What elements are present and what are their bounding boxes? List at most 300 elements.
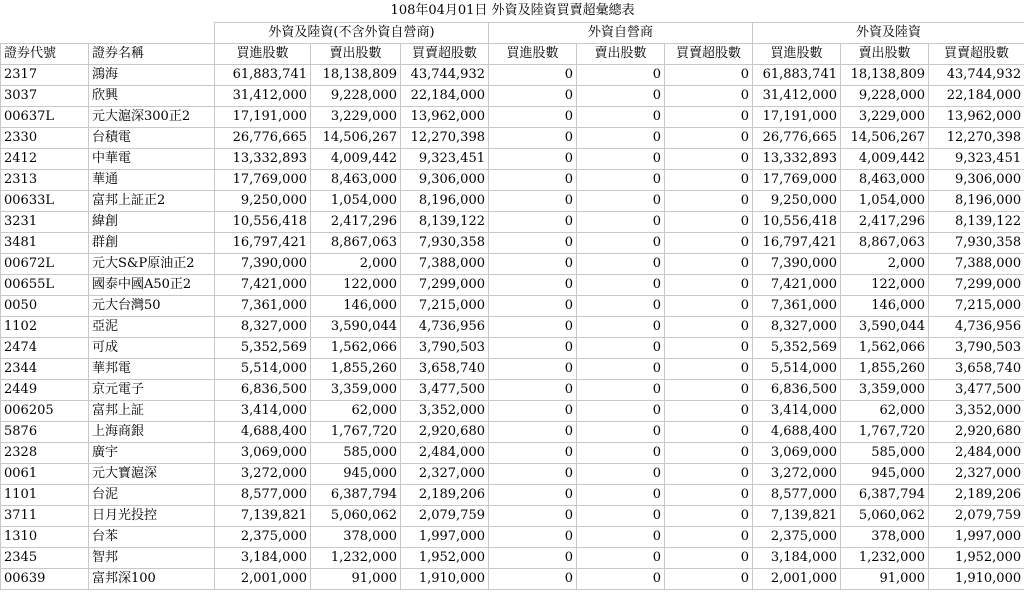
cell-sell-shares: 14,506,267 — [841, 128, 929, 149]
cell-net-shares: 0 — [665, 359, 753, 380]
cell-stock-code: 3037 — [1, 86, 89, 107]
table-row — [1, 170, 1024, 191]
cell-buy-shares: 7,390,000 — [215, 254, 311, 275]
column-header-stock-name: 證券名稱 — [89, 44, 215, 65]
cell-stock-code: 00637L — [1, 107, 89, 128]
table-row — [1, 380, 1024, 401]
cell-buy-shares: 0 — [489, 212, 577, 233]
cell-stock-code: 3711 — [1, 506, 89, 527]
cell-sell-shares: 146,000 — [311, 296, 401, 317]
table-row — [1, 65, 1024, 86]
cell-buy-shares: 26,776,665 — [215, 128, 311, 149]
table-row — [1, 275, 1024, 296]
cell-sell-shares: 0 — [577, 422, 665, 443]
cell-net-shares: 8,139,122 — [401, 212, 489, 233]
cell-sell-shares: 3,229,000 — [841, 107, 929, 128]
group-header-foreign-dealers: 外資自營商 — [489, 23, 753, 44]
cell-stock-code: 006205 — [1, 401, 89, 422]
cell-sell-shares: 1,855,260 — [841, 359, 929, 380]
cell-buy-shares: 17,191,000 — [215, 107, 311, 128]
cell-net-shares: 0 — [665, 569, 753, 590]
cell-net-shares: 1,997,000 — [401, 527, 489, 548]
cell-sell-shares: 18,138,809 — [841, 65, 929, 86]
cell-buy-shares: 0 — [489, 380, 577, 401]
cell-stock-name: 華通 — [89, 170, 215, 191]
table-row — [1, 485, 1024, 506]
cell-stock-code: 2328 — [1, 443, 89, 464]
cell-sell-shares: 8,867,063 — [841, 233, 929, 254]
table-row — [1, 86, 1024, 107]
cell-sell-shares: 6,387,794 — [311, 485, 401, 506]
cell-stock-name: 緯創 — [89, 212, 215, 233]
cell-sell-shares: 378,000 — [311, 527, 401, 548]
cell-stock-name: 元大S&P原油正2 — [89, 254, 215, 275]
cell-net-shares: 9,323,451 — [401, 149, 489, 170]
cell-sell-shares: 0 — [577, 485, 665, 506]
cell-buy-shares: 0 — [489, 128, 577, 149]
cell-buy-shares: 0 — [489, 296, 577, 317]
cell-net-shares: 3,477,500 — [929, 380, 1024, 401]
cell-net-shares: 0 — [665, 422, 753, 443]
cell-stock-name: 京元電子 — [89, 380, 215, 401]
cell-buy-shares: 61,883,741 — [753, 65, 841, 86]
table-row — [1, 338, 1024, 359]
cell-net-shares: 0 — [665, 485, 753, 506]
cell-sell-shares: 1,232,000 — [841, 548, 929, 569]
cell-sell-shares: 91,000 — [311, 569, 401, 590]
cell-buy-shares: 4,688,400 — [753, 422, 841, 443]
cell-sell-shares: 0 — [577, 191, 665, 212]
cell-net-shares: 8,139,122 — [929, 212, 1024, 233]
group-header-foreign-excl-dealers: 外資及陸資(不含外資自營商) — [215, 23, 489, 44]
cell-stock-name: 可成 — [89, 338, 215, 359]
cell-stock-name: 元大台灣50 — [89, 296, 215, 317]
cell-sell-shares: 0 — [577, 359, 665, 380]
cell-buy-shares: 17,191,000 — [753, 107, 841, 128]
cell-net-shares: 3,352,000 — [929, 401, 1024, 422]
cell-buy-shares: 0 — [489, 149, 577, 170]
cell-sell-shares: 585,000 — [841, 443, 929, 464]
cell-sell-shares: 0 — [577, 401, 665, 422]
cell-net-shares: 1,910,000 — [929, 569, 1024, 590]
cell-buy-shares: 9,250,000 — [753, 191, 841, 212]
cell-sell-shares: 0 — [577, 548, 665, 569]
cell-net-shares: 0 — [665, 464, 753, 485]
cell-net-shares: 3,790,503 — [401, 338, 489, 359]
cell-buy-shares: 0 — [489, 254, 577, 275]
column-header-sell-shares: 賣出股數 — [577, 44, 665, 65]
cell-net-shares: 2,920,680 — [401, 422, 489, 443]
cell-stock-name: 亞泥 — [89, 317, 215, 338]
table-row — [1, 233, 1024, 254]
cell-buy-shares: 0 — [489, 443, 577, 464]
cell-sell-shares: 0 — [577, 170, 665, 191]
cell-sell-shares: 1,767,720 — [841, 422, 929, 443]
cell-sell-shares: 0 — [577, 443, 665, 464]
cell-sell-shares: 0 — [577, 149, 665, 170]
cell-net-shares: 0 — [665, 338, 753, 359]
cell-net-shares: 4,736,956 — [401, 317, 489, 338]
cell-sell-shares: 1,054,000 — [841, 191, 929, 212]
cell-buy-shares: 0 — [489, 464, 577, 485]
cell-net-shares: 0 — [665, 380, 753, 401]
cell-buy-shares: 0 — [489, 485, 577, 506]
cell-buy-shares: 5,352,569 — [753, 338, 841, 359]
cell-buy-shares: 0 — [489, 191, 577, 212]
table-row — [1, 401, 1024, 422]
cell-net-shares: 2,327,000 — [929, 464, 1024, 485]
column-header-net-shares: 買賣超股數 — [665, 44, 753, 65]
cell-sell-shares: 122,000 — [841, 275, 929, 296]
cell-net-shares: 8,196,000 — [401, 191, 489, 212]
cell-sell-shares: 2,417,296 — [311, 212, 401, 233]
cell-sell-shares: 4,009,442 — [841, 149, 929, 170]
cell-buy-shares: 7,361,000 — [215, 296, 311, 317]
cell-stock-code: 2474 — [1, 338, 89, 359]
cell-sell-shares: 122,000 — [311, 275, 401, 296]
cell-buy-shares: 0 — [489, 359, 577, 380]
cell-buy-shares: 5,514,000 — [753, 359, 841, 380]
cell-buy-shares: 0 — [489, 422, 577, 443]
cell-stock-code: 0061 — [1, 464, 89, 485]
cell-stock-code: 2330 — [1, 128, 89, 149]
table-row — [1, 107, 1024, 128]
cell-buy-shares: 2,001,000 — [753, 569, 841, 590]
cell-buy-shares: 6,836,500 — [215, 380, 311, 401]
cell-buy-shares: 0 — [489, 506, 577, 527]
cell-sell-shares: 2,000 — [841, 254, 929, 275]
table-row — [1, 191, 1024, 212]
cell-buy-shares: 3,414,000 — [215, 401, 311, 422]
group-header-foreign-total: 外資及陸資 — [753, 23, 1024, 44]
cell-net-shares: 0 — [665, 443, 753, 464]
column-header-net-shares: 買賣超股數 — [929, 44, 1024, 65]
cell-buy-shares: 10,556,418 — [753, 212, 841, 233]
cell-sell-shares: 6,387,794 — [841, 485, 929, 506]
table-title: 108年04月01日 外資及陸資買賣超彙總表 — [390, 3, 635, 18]
cell-sell-shares: 18,138,809 — [311, 65, 401, 86]
column-header-sell-shares: 賣出股數 — [311, 44, 401, 65]
cell-net-shares: 2,920,680 — [929, 422, 1024, 443]
table-row — [1, 212, 1024, 233]
cell-sell-shares: 1,562,066 — [311, 338, 401, 359]
table-row — [1, 296, 1024, 317]
cell-net-shares: 0 — [665, 506, 753, 527]
cell-buy-shares: 3,414,000 — [753, 401, 841, 422]
cell-buy-shares: 8,577,000 — [753, 485, 841, 506]
cell-stock-name: 鴻海 — [89, 65, 215, 86]
cell-sell-shares: 4,009,442 — [311, 149, 401, 170]
cell-buy-shares: 61,883,741 — [215, 65, 311, 86]
cell-net-shares: 1,952,000 — [401, 548, 489, 569]
cell-buy-shares: 8,327,000 — [753, 317, 841, 338]
cell-net-shares: 0 — [665, 149, 753, 170]
cell-stock-name: 富邦上証 — [89, 401, 215, 422]
cell-sell-shares: 0 — [577, 107, 665, 128]
cell-net-shares: 43,744,932 — [401, 65, 489, 86]
cell-net-shares: 7,215,000 — [929, 296, 1024, 317]
table-row — [1, 317, 1024, 338]
cell-net-shares: 8,196,000 — [929, 191, 1024, 212]
cell-buy-shares: 0 — [489, 86, 577, 107]
cell-buy-shares: 7,390,000 — [753, 254, 841, 275]
cell-stock-code: 2345 — [1, 548, 89, 569]
cell-stock-name: 欣興 — [89, 86, 215, 107]
cell-net-shares: 43,744,932 — [929, 65, 1024, 86]
column-header-sell-shares: 賣出股數 — [841, 44, 929, 65]
cell-buy-shares: 26,776,665 — [753, 128, 841, 149]
cell-net-shares: 2,484,000 — [929, 443, 1024, 464]
cell-stock-name: 中華電 — [89, 149, 215, 170]
cell-sell-shares: 1,232,000 — [311, 548, 401, 569]
cell-net-shares: 7,388,000 — [929, 254, 1024, 275]
cell-sell-shares: 62,000 — [841, 401, 929, 422]
column-header-buy-shares: 買進股數 — [753, 44, 841, 65]
cell-net-shares: 0 — [665, 170, 753, 191]
cell-stock-code: 00672L — [1, 254, 89, 275]
cell-sell-shares: 14,506,267 — [311, 128, 401, 149]
cell-sell-shares: 0 — [577, 65, 665, 86]
cell-buy-shares: 3,069,000 — [753, 443, 841, 464]
cell-stock-name: 元大滬深300正2 — [89, 107, 215, 128]
cell-buy-shares: 3,272,000 — [215, 464, 311, 485]
cell-net-shares: 2,189,206 — [401, 485, 489, 506]
cell-stock-code: 1101 — [1, 485, 89, 506]
cell-sell-shares: 0 — [577, 254, 665, 275]
cell-sell-shares: 3,590,044 — [311, 317, 401, 338]
cell-sell-shares: 8,463,000 — [841, 170, 929, 191]
cell-sell-shares: 8,867,063 — [311, 233, 401, 254]
cell-buy-shares: 4,688,400 — [215, 422, 311, 443]
cell-net-shares: 2,484,000 — [401, 443, 489, 464]
cell-net-shares: 22,184,000 — [401, 86, 489, 107]
cell-stock-name: 廣宇 — [89, 443, 215, 464]
cell-sell-shares: 5,060,062 — [841, 506, 929, 527]
cell-sell-shares: 3,229,000 — [311, 107, 401, 128]
cell-net-shares: 9,306,000 — [401, 170, 489, 191]
cell-net-shares: 0 — [665, 233, 753, 254]
cell-stock-code: 1102 — [1, 317, 89, 338]
cell-buy-shares: 0 — [489, 170, 577, 191]
table-row — [1, 506, 1024, 527]
cell-buy-shares: 17,769,000 — [215, 170, 311, 191]
cell-net-shares: 2,189,206 — [929, 485, 1024, 506]
cell-net-shares: 2,079,759 — [401, 506, 489, 527]
cell-sell-shares: 0 — [577, 233, 665, 254]
column-header-buy-shares: 買進股數 — [215, 44, 311, 65]
cell-sell-shares: 5,060,062 — [311, 506, 401, 527]
cell-stock-name: 智邦 — [89, 548, 215, 569]
cell-sell-shares: 2,417,296 — [841, 212, 929, 233]
cell-buy-shares: 7,139,821 — [753, 506, 841, 527]
cell-net-shares: 0 — [665, 65, 753, 86]
cell-buy-shares: 9,250,000 — [215, 191, 311, 212]
cell-buy-shares: 0 — [489, 275, 577, 296]
cell-net-shares: 1,910,000 — [401, 569, 489, 590]
cell-buy-shares: 2,001,000 — [215, 569, 311, 590]
cell-sell-shares: 0 — [577, 569, 665, 590]
cell-sell-shares: 0 — [577, 506, 665, 527]
cell-buy-shares: 8,577,000 — [215, 485, 311, 506]
cell-buy-shares: 3,069,000 — [215, 443, 311, 464]
cell-stock-name: 元大寶滬深 — [89, 464, 215, 485]
cell-stock-code: 2313 — [1, 170, 89, 191]
cell-net-shares: 7,930,358 — [401, 233, 489, 254]
cell-net-shares: 3,352,000 — [401, 401, 489, 422]
cell-stock-name: 群創 — [89, 233, 215, 254]
cell-sell-shares: 945,000 — [311, 464, 401, 485]
cell-buy-shares: 6,836,500 — [753, 380, 841, 401]
cell-buy-shares: 13,332,893 — [215, 149, 311, 170]
cell-sell-shares: 1,562,066 — [841, 338, 929, 359]
cell-net-shares: 7,215,000 — [401, 296, 489, 317]
cell-buy-shares: 0 — [489, 569, 577, 590]
cell-buy-shares: 7,361,000 — [753, 296, 841, 317]
table-row — [1, 254, 1024, 275]
table-row — [1, 527, 1024, 548]
cell-buy-shares: 0 — [489, 233, 577, 254]
cell-net-shares: 0 — [665, 107, 753, 128]
cell-buy-shares: 5,514,000 — [215, 359, 311, 380]
cell-sell-shares: 3,359,000 — [311, 380, 401, 401]
table-row — [1, 548, 1024, 569]
cell-net-shares: 0 — [665, 86, 753, 107]
cell-buy-shares: 0 — [489, 338, 577, 359]
group-header-blank — [1, 23, 215, 44]
cell-net-shares: 7,299,000 — [401, 275, 489, 296]
cell-sell-shares: 0 — [577, 212, 665, 233]
cell-net-shares: 0 — [665, 527, 753, 548]
cell-sell-shares: 62,000 — [311, 401, 401, 422]
table-row — [1, 359, 1024, 380]
table-row — [1, 128, 1024, 149]
cell-stock-code: 1310 — [1, 527, 89, 548]
cell-sell-shares: 0 — [577, 527, 665, 548]
cell-sell-shares: 0 — [577, 317, 665, 338]
cell-net-shares: 9,306,000 — [929, 170, 1024, 191]
cell-stock-code: 0050 — [1, 296, 89, 317]
cell-stock-code: 2412 — [1, 149, 89, 170]
cell-stock-name: 富邦深100 — [89, 569, 215, 590]
cell-net-shares: 3,658,740 — [929, 359, 1024, 380]
cell-sell-shares: 9,228,000 — [311, 86, 401, 107]
cell-net-shares: 0 — [665, 317, 753, 338]
cell-buy-shares: 5,352,569 — [215, 338, 311, 359]
cell-stock-name: 台積電 — [89, 128, 215, 149]
cell-net-shares: 13,962,000 — [401, 107, 489, 128]
cell-buy-shares: 2,375,000 — [215, 527, 311, 548]
cell-net-shares: 9,323,451 — [929, 149, 1024, 170]
cell-net-shares: 0 — [665, 212, 753, 233]
table-row — [1, 569, 1024, 590]
cell-sell-shares: 146,000 — [841, 296, 929, 317]
cell-sell-shares: 0 — [577, 86, 665, 107]
cell-net-shares: 12,270,398 — [929, 128, 1024, 149]
cell-buy-shares: 7,421,000 — [753, 275, 841, 296]
cell-buy-shares: 17,769,000 — [753, 170, 841, 191]
cell-buy-shares: 3,272,000 — [753, 464, 841, 485]
cell-buy-shares: 31,412,000 — [215, 86, 311, 107]
column-header-net-shares: 買賣超股數 — [401, 44, 489, 65]
cell-buy-shares: 31,412,000 — [753, 86, 841, 107]
cell-sell-shares: 0 — [577, 464, 665, 485]
cell-net-shares: 0 — [665, 254, 753, 275]
cell-stock-code: 2317 — [1, 65, 89, 86]
table-row — [1, 464, 1024, 485]
cell-sell-shares: 945,000 — [841, 464, 929, 485]
column-header-buy-shares: 買進股數 — [489, 44, 577, 65]
cell-buy-shares: 16,797,421 — [753, 233, 841, 254]
cell-net-shares: 0 — [665, 401, 753, 422]
cell-sell-shares: 91,000 — [841, 569, 929, 590]
cell-buy-shares: 2,375,000 — [753, 527, 841, 548]
cell-net-shares: 2,327,000 — [401, 464, 489, 485]
cell-stock-name: 台苯 — [89, 527, 215, 548]
cell-stock-code: 00633L — [1, 191, 89, 212]
cell-stock-name: 富邦上証正2 — [89, 191, 215, 212]
cell-sell-shares: 9,228,000 — [841, 86, 929, 107]
cell-buy-shares: 7,139,821 — [215, 506, 311, 527]
cell-stock-code: 3231 — [1, 212, 89, 233]
cell-stock-code: 00639 — [1, 569, 89, 590]
cell-buy-shares: 8,327,000 — [215, 317, 311, 338]
cell-net-shares: 7,388,000 — [401, 254, 489, 275]
cell-buy-shares: 0 — [489, 65, 577, 86]
cell-sell-shares: 0 — [577, 380, 665, 401]
cell-net-shares: 1,952,000 — [929, 548, 1024, 569]
cell-net-shares: 0 — [665, 548, 753, 569]
cell-net-shares: 2,079,759 — [929, 506, 1024, 527]
cell-buy-shares: 7,421,000 — [215, 275, 311, 296]
cell-buy-shares: 3,184,000 — [215, 548, 311, 569]
cell-sell-shares: 585,000 — [311, 443, 401, 464]
cell-stock-code: 3481 — [1, 233, 89, 254]
cell-stock-code: 5876 — [1, 422, 89, 443]
cell-sell-shares: 1,054,000 — [311, 191, 401, 212]
cell-buy-shares: 0 — [489, 527, 577, 548]
cell-sell-shares: 8,463,000 — [311, 170, 401, 191]
cell-sell-shares: 1,767,720 — [311, 422, 401, 443]
cell-net-shares: 0 — [665, 275, 753, 296]
cell-stock-name: 華邦電 — [89, 359, 215, 380]
cell-buy-shares: 10,556,418 — [215, 212, 311, 233]
cell-buy-shares: 0 — [489, 317, 577, 338]
cell-sell-shares: 0 — [577, 275, 665, 296]
cell-buy-shares: 0 — [489, 107, 577, 128]
cell-net-shares: 4,736,956 — [929, 317, 1024, 338]
cell-buy-shares: 16,797,421 — [215, 233, 311, 254]
cell-buy-shares: 3,184,000 — [753, 548, 841, 569]
cell-sell-shares: 3,590,044 — [841, 317, 929, 338]
cell-net-shares: 13,962,000 — [929, 107, 1024, 128]
cell-net-shares: 12,270,398 — [401, 128, 489, 149]
cell-sell-shares: 1,855,260 — [311, 359, 401, 380]
table-row — [1, 422, 1024, 443]
cell-sell-shares: 0 — [577, 296, 665, 317]
cell-stock-name: 日月光投控 — [89, 506, 215, 527]
table-row — [1, 149, 1024, 170]
cell-sell-shares: 2,000 — [311, 254, 401, 275]
column-header-stock-code: 證券代號 — [1, 44, 89, 65]
cell-sell-shares: 0 — [577, 128, 665, 149]
cell-sell-shares: 378,000 — [841, 527, 929, 548]
cell-stock-name: 台泥 — [89, 485, 215, 506]
cell-buy-shares: 0 — [489, 548, 577, 569]
cell-sell-shares: 0 — [577, 338, 665, 359]
cell-net-shares: 22,184,000 — [929, 86, 1024, 107]
cell-net-shares: 3,658,740 — [401, 359, 489, 380]
cell-stock-code: 2449 — [1, 380, 89, 401]
